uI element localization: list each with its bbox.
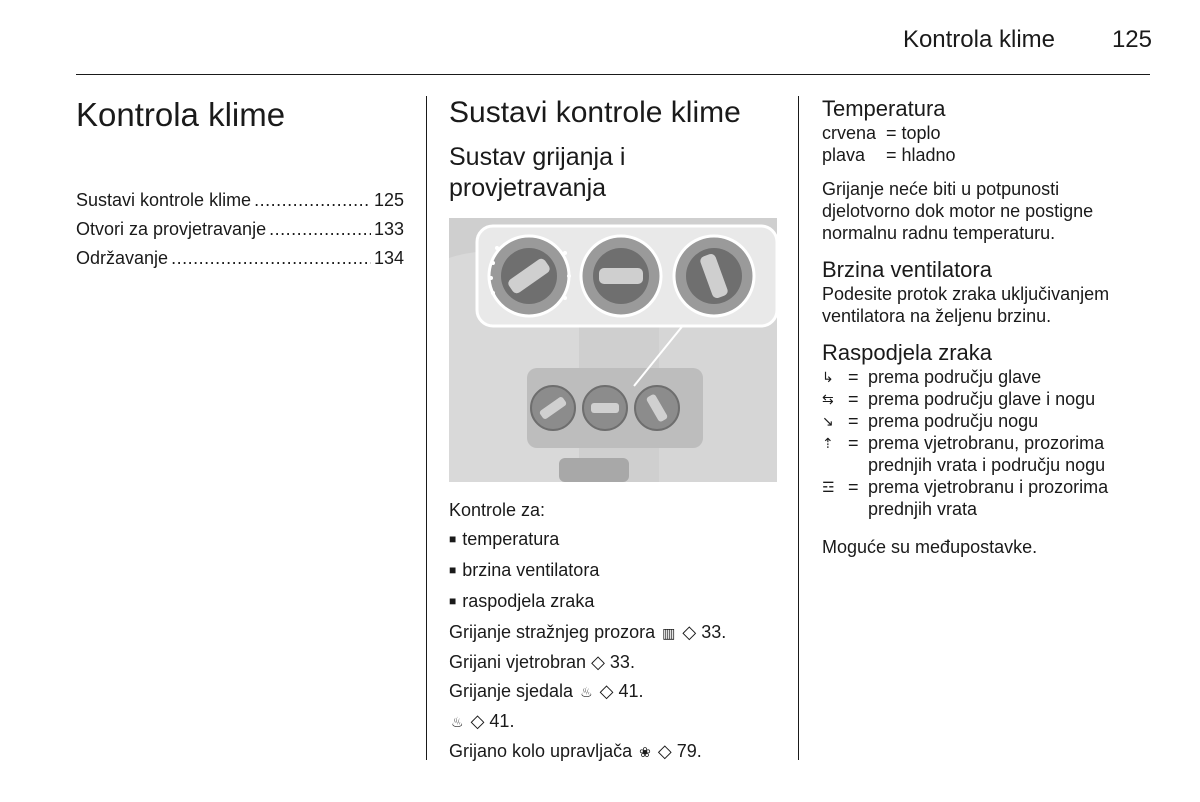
seat-heating-icon: ♨ <box>580 684 593 700</box>
temperature-row-red <box>822 122 1152 144</box>
chapter-contents <box>76 96 404 273</box>
airflow-head-icon: ↳ <box>822 369 834 385</box>
temperature-heading: Temperatura <box>822 96 946 121</box>
header-title: Kontrola klime <box>902 26 1055 53</box>
section-title: Sustavi kontrole klime <box>449 96 741 129</box>
air-distribution-section <box>822 340 1152 558</box>
color-value: = hladno <box>886 145 956 165</box>
text-line: prema području nogu <box>868 411 1039 431</box>
toc-leader <box>269 215 371 244</box>
heated-windshield-line <box>449 648 779 677</box>
equals-sign: = <box>848 477 859 497</box>
bullet-item <box>449 525 779 556</box>
bullet-item <box>449 556 779 587</box>
equals-sign: = <box>848 433 859 453</box>
paragraph-line: Grijanje neće biti u potpunosti <box>822 179 1060 199</box>
page-reference-link[interactable]: ◇ 79. <box>657 741 702 761</box>
heated-steering-line <box>449 737 779 767</box>
page-reference-link[interactable]: ◇ 41. <box>470 711 515 731</box>
text-line: prema području glave i nogu <box>868 389 1096 409</box>
color-key: plava <box>822 145 866 165</box>
temperature-row-blue <box>822 144 1152 166</box>
subsection-title <box>449 142 779 204</box>
page-reference-link[interactable]: ◇ 33. <box>682 622 727 642</box>
equals-sign: = <box>848 389 859 409</box>
item-text <box>868 410 1152 432</box>
bullet-text: raspodjela zraka <box>462 591 595 611</box>
fan-speed-section <box>822 257 1152 327</box>
color-key: crvena <box>822 123 877 143</box>
windshield-text: Grijani vjetrobran <box>449 652 587 672</box>
bullet-item <box>449 587 779 618</box>
rear-window-text: Grijanje stražnjeg prozora <box>449 622 656 642</box>
text-line: prednjih vrata <box>868 499 978 519</box>
toc-entry-page: 125 <box>373 190 404 210</box>
air-distribution-item-windshield <box>822 476 1152 520</box>
seat-icon-reference-line <box>449 707 779 737</box>
toc-entry-label: Sustavi kontrole klime <box>76 190 252 210</box>
item-text <box>868 432 1152 476</box>
temperature-note <box>822 178 1152 244</box>
bullet-text: brzina ventilatora <box>462 560 600 580</box>
toc-entry-page: 134 <box>373 248 404 268</box>
intermediate-settings-note: Moguće su međupostavke. <box>822 537 1038 557</box>
seat-heating-icon: ♨ <box>451 714 464 730</box>
toc-entry-maintenance[interactable] <box>76 244 404 273</box>
airflow-head-feet-icon: ⇆ <box>822 391 834 407</box>
subsection-title-line1: Sustav grijanja i <box>449 143 626 171</box>
text-line: prema vjetrobranu, prozorima <box>868 433 1105 453</box>
air-distribution-heading: Raspodjela zraka <box>822 340 992 365</box>
toc-entry-label: Održavanje <box>76 248 169 268</box>
controls-description <box>449 496 779 767</box>
rear-window-heating-line <box>449 618 779 648</box>
text-line: prema području glave <box>868 367 1042 387</box>
color-value: = toplo <box>886 123 941 143</box>
paragraph-line: Podesite protok zraka uključivanjem <box>822 284 1110 304</box>
paragraph-line: normalnu radnu temperaturu. <box>822 223 1056 243</box>
air-distribution-item-windshield-feet <box>822 432 1152 476</box>
page-number: 125 <box>1111 26 1152 53</box>
column-divider-right <box>798 96 799 760</box>
heated-steering-wheel-icon: ❀ <box>639 744 651 760</box>
rear-window-defrost-icon: ▥ <box>662 625 676 641</box>
paragraph-line: djelotvorno dok motor ne postigne <box>822 201 1094 221</box>
airflow-feet-icon: ↘ <box>822 413 834 429</box>
airflow-windshield-icon: ☲ <box>822 479 835 495</box>
chapter-title: Kontrola klime <box>76 96 286 133</box>
climate-panel-drawing <box>449 218 777 482</box>
item-text <box>868 366 1152 388</box>
paragraph-line: ventilatora na željenu brzinu. <box>822 306 1052 326</box>
table-of-contents <box>76 186 404 273</box>
bullet-text: temperatura <box>462 529 560 549</box>
column-divider-left <box>426 96 427 760</box>
toc-entry-climate-systems[interactable] <box>76 186 404 215</box>
air-distribution-item-feet <box>822 410 1152 432</box>
toc-leader <box>254 186 371 215</box>
climate-control-illustration <box>449 218 777 482</box>
subsection-title-line2: provjetravanja <box>449 174 607 202</box>
item-text <box>868 476 1152 520</box>
control-details <box>822 96 1152 558</box>
steering-text: Grijano kolo upravljača <box>449 741 633 761</box>
toc-entry-air-vents[interactable] <box>76 215 404 244</box>
airflow-windshield-feet-icon: ⇡ <box>822 435 834 451</box>
seat-heating-line <box>449 677 779 707</box>
equals-sign: = <box>848 411 859 431</box>
item-text <box>868 388 1152 410</box>
air-distribution-item-head-feet <box>822 388 1152 410</box>
seat-heating-text: Grijanje sjedala <box>449 681 574 701</box>
climate-systems-section <box>449 96 779 767</box>
controls-intro: Kontrole za: <box>449 500 546 520</box>
fan-speed-heading: Brzina ventilatora <box>822 257 992 282</box>
page-reference-link[interactable]: ◇ 33. <box>591 652 635 672</box>
equals-sign: = <box>848 367 859 387</box>
text-line: prednjih vrata i području nogu <box>868 455 1106 475</box>
page-reference-link[interactable]: ◇ 41. <box>599 681 644 701</box>
air-distribution-item-head <box>822 366 1152 388</box>
text-line: prema vjetrobranu i prozorima <box>868 477 1109 497</box>
toc-leader <box>171 244 371 273</box>
toc-entry-label: Otvori za provjetravanje <box>76 219 267 239</box>
header-rule <box>76 74 1150 75</box>
toc-entry-page: 133 <box>373 219 404 239</box>
